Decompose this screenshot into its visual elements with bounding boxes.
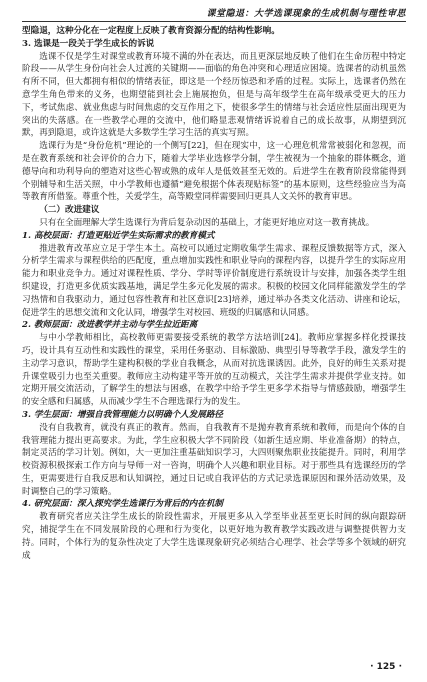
item-heading-1: 1. 高校层面：打造更贴近学生实际需求的教育模式 xyxy=(22,230,215,241)
body-paragraph: 选课行为是“身份危机”理论的一个侧写[22]，但在现实中，这一心理危机常常被弱化和忽视，而是在教育系统和社会评价的合力下，随着大学毕业选修学分制，学生被视为一个抽象的群体概念，道德导向和功利导向的塑造对这些心智或熟的成年人是低效甚至无效的。后进学生在教育阶段常能得到个别辅导和生活关照，中小学教师也遵循“避免根据个体表现贴标签”的基本原则，这些经验应当为高等教育所借鉴。尊重个性，关爱学生，高等殿堂同样需要回归更具人文关怀的教育审思。 xyxy=(22,141,406,203)
body-paragraph: 推进教育改革应立足于学生本土。高校可以通过定期收集学生需求、课程反馈数据等方式，深入分析学生需求与课程供给的匹配度，重点增加实践性和职业导向的课程内容，以提升学生的实际应用能力和职业竞争力。通过对课程性质、学分、学时等评价制度进行系统设计与安排，加强各类学生组织建设，打造更多优质实践基地，满足学生多元化发展的需求。积极的校园文化同样能激发学生的学习热情和自我驱动力，通过包容性教育和社区意识[23]培养，通过举办各类文化活动、讲座和论坛，促进学生的思想交流和文化认同，增强学生对校园、班级的归属感和认同感。 xyxy=(22,243,406,318)
body-paragraph: 教育研究者应关注学生成长的阶段性需求，开展更多从入学至毕业甚至更长时间的纵向跟踪研究，捕捉学生在不同发展阶段的心理和行为变化，以更好地为教育教学实践改进与调整提供智力支持。同时，个体行为的复杂性决定了大学生选课现象研究必须结合心理学、社会学等多个领域的研究成 xyxy=(22,512,406,561)
body-paragraph: 与中小学教师相比，高校教师更需要接受系统的教学方法培训[24]。教师应掌握多样化授课技巧，设计具有互动性和实践性的课堂，采用任务驱动、目标激励、典型引导等教学手段，激发学生的主动学习意识，帮助学生建构积极的学业自我概念，从而对抗选课诱因。此外，良好的师生关系对提升课堂吸引力也至关重要。教师应主动构建平等开放的互动模式，关注学生需求并提供学业支持。如定期开展交流活动，了解学生的想法与困惑，在教学中给予学生更多学术指导与情感鼓励，增强学生的安全感和归属感，从而减少学生不合理选课行为的发生。 xyxy=(22,333,406,408)
body-paragraph: 只有在全面理解大学生选课行为背后复杂动因的基础上，才能更好地应对这一教育挑战。 xyxy=(39,217,375,228)
document-page xyxy=(22,6,406,674)
body-paragraph: 选课不仅是学生对课堂或教育环境不满的外在表达，而且更深层地反映了他们在生命历程中特定阶段——从学生身份向社会人过渡的关键期——面临的角色冲突和心理适应困境。选课者的动机虽然有所不同，但大都拥有相似的情绪表征，即这是一个经历惊恐和矛盾的过程。实际上，选课者仍然在意学生角色带来的义务，也期望能到社会上施展抱负，但是与高年级学生在高年级承受更大的压力下，考试焦虑、就业焦虑与时间焦虑的交互作用之下，使很多学生的情绪与社会适应性层面出现更为突出的失落感。在一些教学心理的交流中，他们略显悲观情绪诉说着自己的成长故事，从期望到沉默，再到隐退，或许这就是大多数学生学习生活的真实写照。 xyxy=(22,51,406,139)
running-head: 课堂隐退：大学选课现象的生成机制与理性审思 xyxy=(22,6,406,22)
sub-heading-3: 3. 选课是一段关于学生成长的诉说 xyxy=(22,38,155,49)
item-heading-4: 4. 研究层面：深入探究学生选课行为背后的内在机制 xyxy=(22,499,224,510)
item-heading-3: 3. 学生层面：增强自我管理能力以明确个人发展路径 xyxy=(22,409,224,420)
continued-paragraph: 型隐退，这种分化在一定程度上反映了教育资源分配的结构性影响。 xyxy=(22,26,280,36)
page-number: · 125 · xyxy=(370,662,402,672)
section-heading: （二）改进建议 xyxy=(39,205,100,216)
item-heading-2: 2. 教师层面：改进教学并主动与学生拉近距离 xyxy=(22,320,198,331)
body-text xyxy=(22,25,406,562)
body-paragraph: 没有自我教育，就没有真正的教育。然而，自我教育不是抛弃教育系统和教师，而是向个体的自我管理能力提出更高要求。为此，学生应积极大学不同阶段（如新生适应期、毕业准备期）的特点，制定灵活的学习计划。例如，大一更加注重基础知识学习，大四则聚焦职业技能提升。同时，利用学校资源积极探索工作方向与导师一对一咨询，明确个人兴趣和职业目标。对于那些具有选课经历的学生，更需要进行自我反思和认知调控，通过日记或自我评估的方式记录选课原因和课外活动效果，及时调整自己的学习策略。 xyxy=(22,422,406,497)
